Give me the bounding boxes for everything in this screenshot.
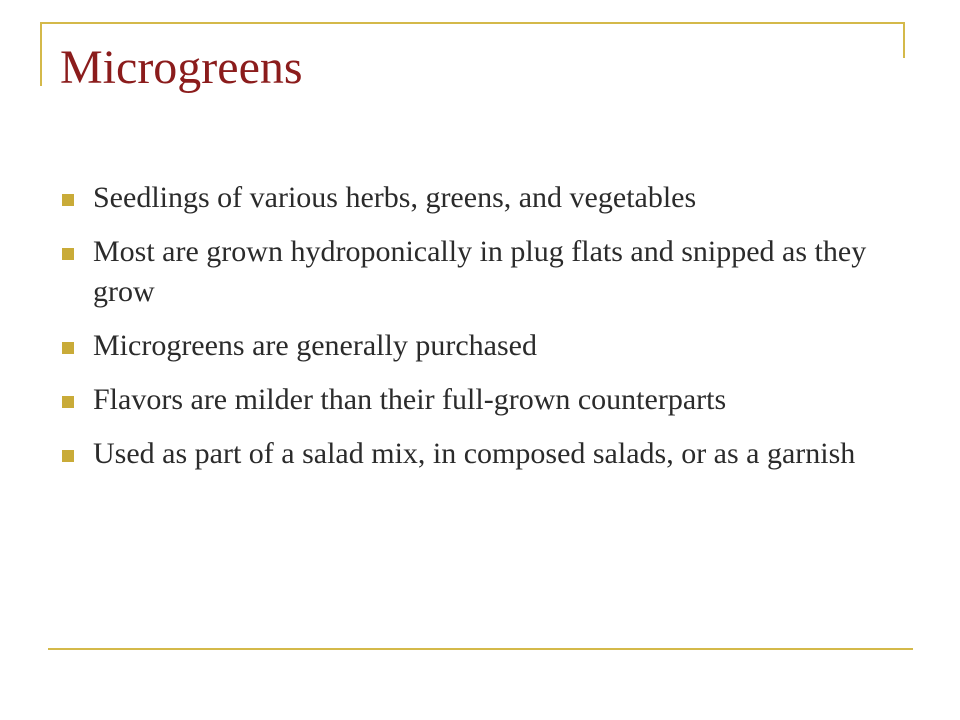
square-bullet-icon [62, 450, 74, 462]
bullet-text: Flavors are milder than their full-grown counterparts [93, 383, 727, 416]
bullet-text: Microgreens are generally purchased [93, 329, 537, 362]
square-bullet-icon [62, 248, 74, 260]
right-rule [903, 22, 905, 58]
square-bullet-icon [62, 342, 74, 354]
bullet-text: Used as part of a salad mix, in composed salads, or as a garnish [93, 437, 856, 470]
bullet-item [62, 380, 892, 420]
slide-title: Microgreens [60, 41, 303, 94]
bullet-item [62, 326, 892, 366]
bullet-item [62, 232, 892, 312]
bullet-list [62, 178, 892, 488]
square-bullet-icon [62, 396, 74, 408]
bottom-rule [48, 648, 913, 650]
bullet-item [62, 178, 892, 218]
square-bullet-icon [62, 194, 74, 206]
left-rule [40, 22, 42, 86]
bullet-text: Seedlings of various herbs, greens, and vegetables [93, 181, 697, 214]
bullet-text: Most are grown hydroponically in plug flats and snipped as they grow [93, 235, 867, 308]
bullet-item [62, 434, 892, 474]
top-rule [40, 22, 905, 24]
